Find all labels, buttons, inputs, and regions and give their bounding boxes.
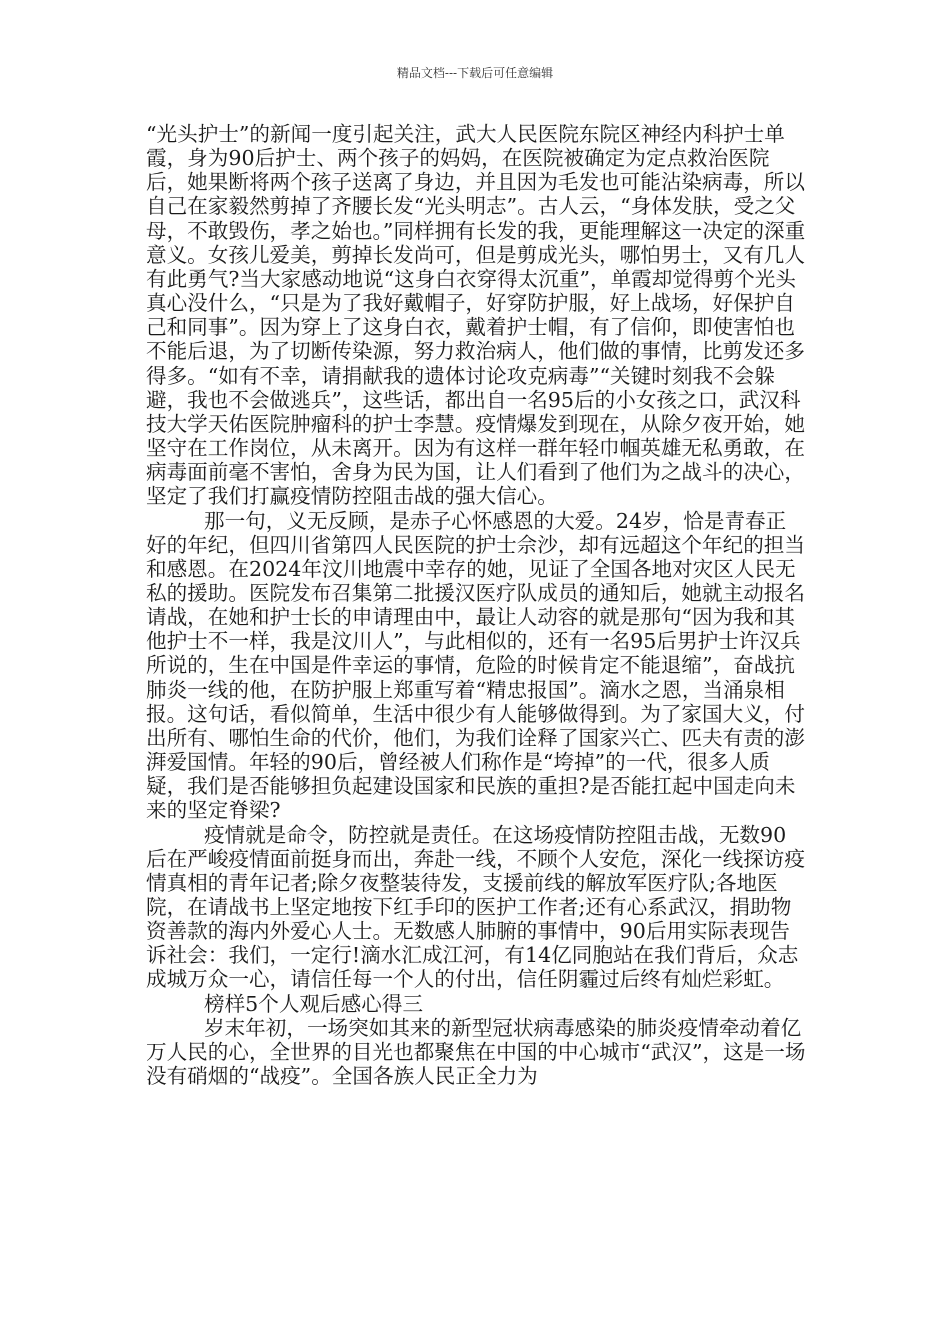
paragraph-4: 岁末年初，一场突如其来的新型冠状病毒感染的肺炎疫情牵动着亿万人民的心，全世界的目光也都聚焦在中国的中心城市“武汉”，这是一场没有硝烟的“战疫”。全国各族人民正全力为 xyxy=(146,1015,806,1089)
paragraph-1: “光头护士”的新闻一度引起关注，武大人民医院东院区神经内科护士单霞，身为90后护士、两个孩子的妈妈，在医院被确定为定点救治医院后，她果断将两个孩子送离了身边，并且因为毛发也可能沾染病毒，所以自己在家毅然剪掉了齐腰长发“光头明志”。古人云，“身体发肤，受之父母，不敢毁伤，孝之始也。”同样拥有长发的我，更能理解这一决定的深重意义。女孩儿爱美，剪掉长发尚可，但是剪成光头，哪怕男士，又有几人有此勇气?当大家感动地说“这身白衣穿得太沉重”，单霞却觉得剪个光头真心没什么，“只是为了我好戴帽子，好穿防护服，好上战场，好保护自己和同事”。因为穿上了这身白衣，戴着护士帽，有了信仰，即使害怕也不能后退，为了切断传染源，努力救治病人，他们做的事情，比剪发还多得多。“如有不幸，请捐献我的遗体讨论攻克病毒”“关键时刻我不会躲避，我也不会做逃兵”，这些话，都出自一名95后的小女孩之口，武汉科技大学天佑医院肿瘤科的护士李慧。疫情爆发到现在，从除夕夜开始，她坚守在工作岗位，从未离开。因为有这样一群年轻巾帼英雄无私勇敢，在病毒面前毫不害怕，舍身为民为国，让人们看到了他们为之战斗的决心，坚定了我们打赢疫情防控阻击战的强大信心。 xyxy=(146,122,806,509)
page-header: 精品文档---下载后可任意编辑 xyxy=(396,66,554,80)
paragraph-2: 那一句，义无反顾，是赤子心怀感恩的大爱。24岁，恰是青春正好的年纪，但四川省第四人民医院的护士佘沙，却有远超这个年纪的担当和感恩。在2024年汶川地震中幸存的她，见证了全国各地对灾区人民无私的援助。医院发布召集第二批援汉医疗队成员的通知后，她就主动报名请战，在她和护士长的申请理由中，最让人动容的就是那句“因为我和其他护士不一样，我是汶川人”，与此相似的，还有一名95后男护士许汉兵所说的，生在中国是件幸运的事情，危险的时候肯定不能退缩”，奋战抗肺炎一线的他，在防护服上郑重写着“精忠报国”。滴水之恩，当涌泉相报。这句话，看似简单，生活中很少有人能够做得到。为了家国大义，付出所有、哪怕生命的代价，他们，为我们诠释了国家兴亡、匹夫有责的澎湃爱国情。年轻的90后，曾经被人们称作是“垮掉”的一代，很多人质疑，我们是否能够担负起建设国家和民族的重担?是否能扛起中国走向未来的坚定脊梁? xyxy=(146,508,805,823)
paragraph-3: 疫情就是命令，防控就是责任。在这场疫情防控阻击战，无数90后在严峻疫情面前挺身而出，奔赴一线，不顾个人安危，深化一线探访疫情真相的青年记者;除夕夜整装待发，支援前线的解放军医疗队;各地医院，在请战书上坚定地按下红手印的医护工作者;还有心系武汉，捐助物资善款的海内外爱心人士。无数感人肺腑的事情中，90后用实际表现告诉社会：我们，一定行!滴水汇成江河，有14亿同胞站在我们背后，众志成城万众一心，请信任每一个人的付出，信任阴霾过后终有灿烂彩虹。 xyxy=(146,822,805,992)
section-heading: 榜样5个人观后感心得三 xyxy=(204,991,424,1016)
document-body xyxy=(146,122,806,1088)
